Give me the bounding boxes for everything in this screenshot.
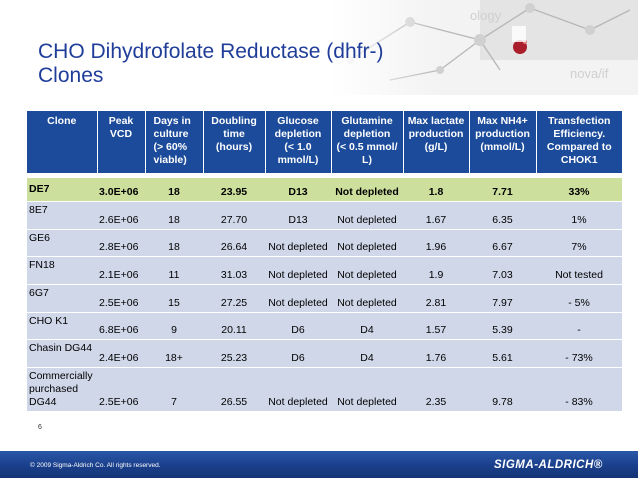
header-peak-vcd: Peak VCD	[97, 111, 145, 173]
cell-lactate: 1.76	[403, 339, 469, 367]
header-max-nh4: Max NH4+ production (mmol/L)	[469, 111, 536, 173]
cell-transfection: - 83%	[536, 367, 622, 411]
copyright-text: © 2009 Sigma-Aldrich Co. All rights reserved.	[30, 462, 161, 469]
cell-glucose: Not depleted	[265, 284, 331, 312]
cell-peak-vcd: 2.1E+06	[97, 256, 145, 284]
cell-clone: GE6	[27, 229, 97, 256]
cell-glutamine: Not depleted	[331, 201, 403, 229]
cell-clone: 6G7	[27, 284, 97, 312]
cell-peak-vcd: 3.0E+06	[97, 177, 145, 201]
cell-days: 18	[145, 177, 203, 201]
table-row-de7	[27, 177, 622, 201]
table-row-6g7	[27, 284, 622, 312]
header-glutamine-depletion: Glutamine depletion (< 0.5 mmol/ L)	[331, 111, 403, 173]
cell-lactate: 1.67	[403, 201, 469, 229]
cell-doubling: 26.55	[203, 367, 265, 411]
cell-clone: Commercially purchased DG44	[27, 367, 97, 411]
header-doubling-time: Doubling time (hours)	[203, 111, 265, 173]
header-glucose-depletion: Glucose depletion (< 1.0 mmol/L)	[265, 111, 331, 173]
cell-glutamine: Not depleted	[331, 256, 403, 284]
cell-lactate: 1.57	[403, 312, 469, 339]
cell-doubling: 20.11	[203, 312, 265, 339]
cell-glutamine: D4	[331, 339, 403, 367]
cell-doubling: 26.64	[203, 229, 265, 256]
cell-transfection: 7%	[536, 229, 622, 256]
cell-nh4: 6.67	[469, 229, 536, 256]
sigma-aldrich-logo: SIGMA-ALDRICH®	[494, 459, 603, 471]
cell-lactate: 1.96	[403, 229, 469, 256]
cell-peak-vcd: 2.5E+06	[97, 367, 145, 411]
cell-glutamine: D4	[331, 312, 403, 339]
cell-lactate: 1.9	[403, 256, 469, 284]
header-max-lactate: Max lactate production (g/L)	[403, 111, 469, 173]
header-days-in-culture: Days in culture (> 60% viable)	[145, 111, 203, 173]
cell-nh4: 7.03	[469, 256, 536, 284]
cell-clone: DE7	[27, 177, 97, 201]
table-row-chasin-dg44	[27, 339, 622, 367]
cell-transfection: 1%	[536, 201, 622, 229]
table-row-fn18	[27, 256, 622, 284]
table-row-8e7	[27, 201, 622, 229]
header-transfection-efficiency: Transfection Efficiency. Compared to CHOK1	[536, 111, 622, 173]
cell-clone: CHO K1	[27, 312, 97, 339]
cell-nh4: 6.35	[469, 201, 536, 229]
cell-days: 9	[145, 312, 203, 339]
cell-glucose: Not depleted	[265, 256, 331, 284]
cell-nh4: 5.39	[469, 312, 536, 339]
cell-peak-vcd: 2.8E+06	[97, 229, 145, 256]
slide-title: CHO Dihydrofolate Reductase (dhfr-) Clones	[38, 40, 384, 87]
cell-glutamine: Not depleted	[331, 229, 403, 256]
cell-transfection: Not tested	[536, 256, 622, 284]
cell-glutamine: Not depleted	[331, 367, 403, 411]
cell-nh4: 9.78	[469, 367, 536, 411]
cell-nh4: 7.71	[469, 177, 536, 201]
cell-days: 18	[145, 201, 203, 229]
cell-peak-vcd: 6.8E+06	[97, 312, 145, 339]
cell-clone: FN18	[27, 256, 97, 284]
cell-nh4: 5.61	[469, 339, 536, 367]
cell-lactate: 1.8	[403, 177, 469, 201]
header-clone: Clone	[27, 111, 97, 173]
cell-doubling: 31.03	[203, 256, 265, 284]
cell-clone: 8E7	[27, 201, 97, 229]
table-row-ge6	[27, 229, 622, 256]
cell-lactate: 2.35	[403, 367, 469, 411]
cell-days: 15	[145, 284, 203, 312]
cell-glucose: D6	[265, 339, 331, 367]
cell-lactate: 2.81	[403, 284, 469, 312]
cell-doubling: 27.25	[203, 284, 265, 312]
cell-doubling: 27.70	[203, 201, 265, 229]
cell-glucose: Not depleted	[265, 229, 331, 256]
cell-transfection: - 5%	[536, 284, 622, 312]
cell-transfection: -	[536, 312, 622, 339]
table-row-cho-k1	[27, 312, 622, 339]
cell-peak-vcd: 2.6E+06	[97, 201, 145, 229]
cell-days: 18	[145, 229, 203, 256]
cell-transfection: 33%	[536, 177, 622, 201]
cell-days: 7	[145, 367, 203, 411]
footer-bar	[0, 451, 638, 478]
cell-doubling: 25.23	[203, 339, 265, 367]
cell-doubling: 23.95	[203, 177, 265, 201]
table-header-row	[27, 111, 622, 173]
table-row-commercial-dg44	[27, 367, 622, 411]
cell-glutamine: Not depleted	[331, 284, 403, 312]
page-number: 6	[38, 424, 42, 431]
cell-glucose: D6	[265, 312, 331, 339]
cell-transfection: - 73%	[536, 339, 622, 367]
cell-days: 18+	[145, 339, 203, 367]
cell-days: 11	[145, 256, 203, 284]
cell-glucose: Not depleted	[265, 367, 331, 411]
cell-glucose: D13	[265, 201, 331, 229]
clone-comparison-table	[27, 111, 622, 411]
cell-peak-vcd: 2.4E+06	[97, 339, 145, 367]
cell-peak-vcd: 2.5E+06	[97, 284, 145, 312]
cell-glutamine: Not depleted	[331, 177, 403, 201]
cell-nh4: 7.97	[469, 284, 536, 312]
cell-clone: Chasin DG44	[27, 339, 97, 367]
cell-glucose: D13	[265, 177, 331, 201]
